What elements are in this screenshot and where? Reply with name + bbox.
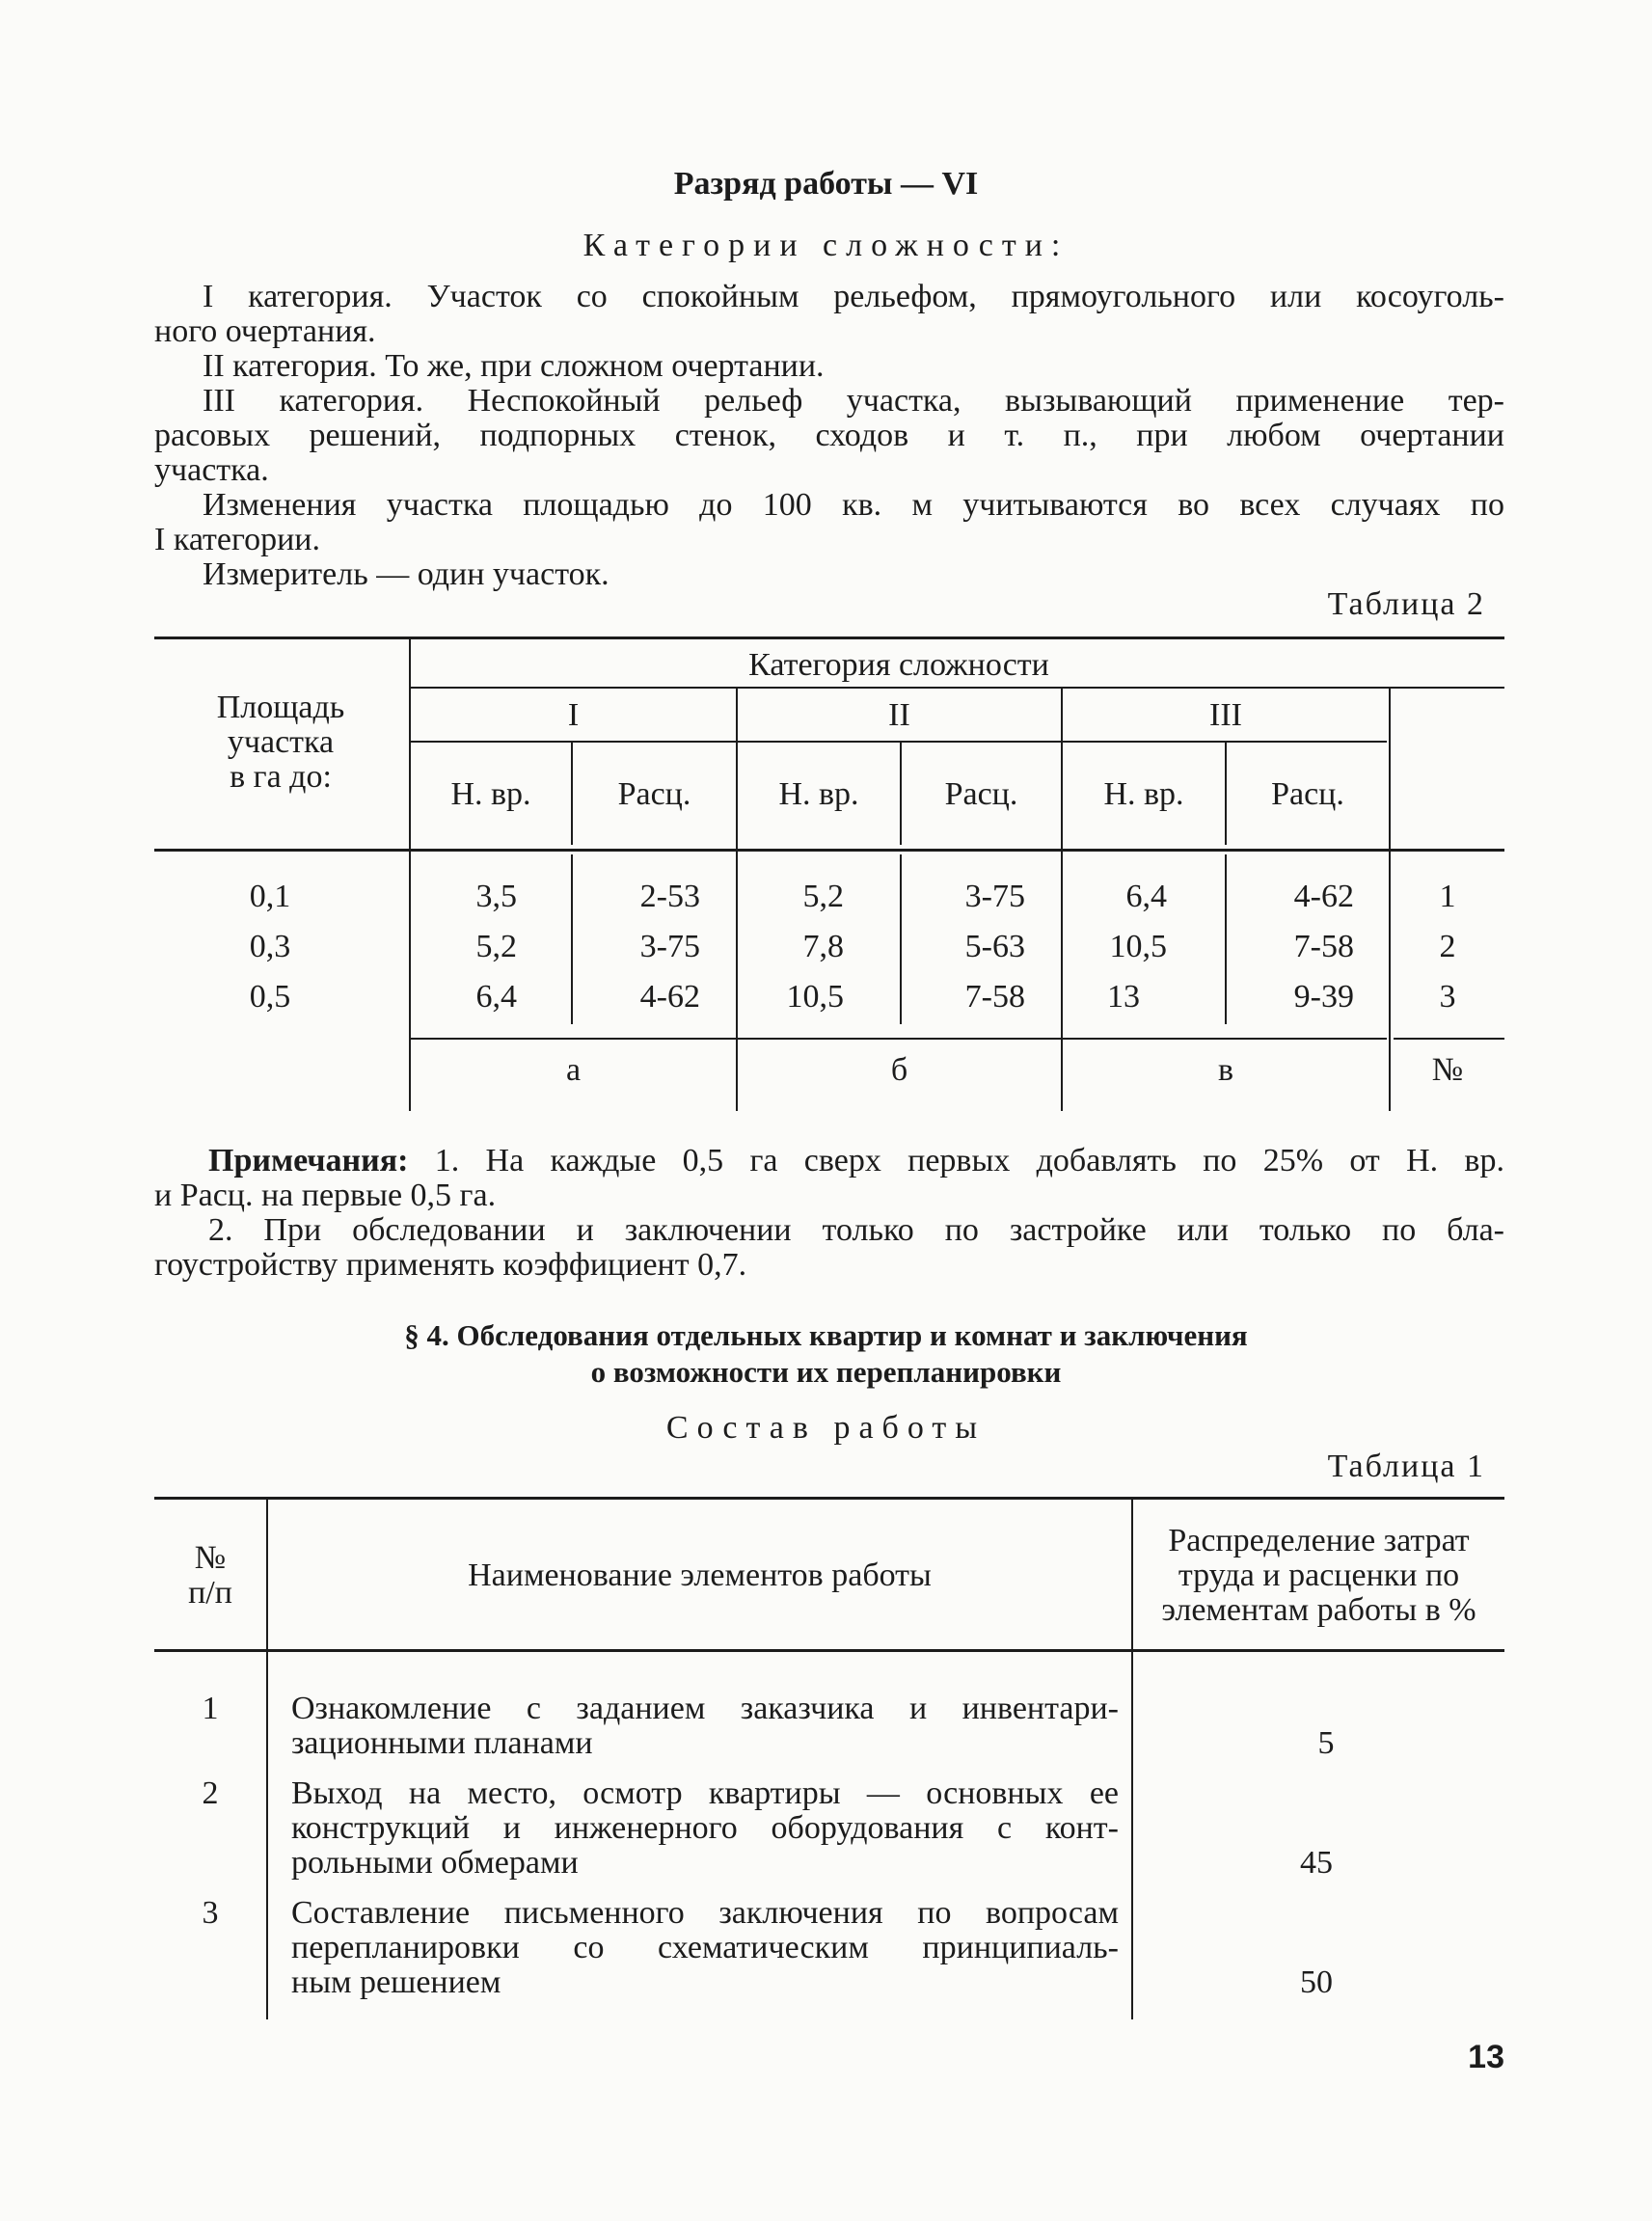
subheader-rasc-3: Расц.	[1271, 776, 1344, 812]
table1-label: Таблица 1	[1327, 1449, 1485, 1484]
area-header-line3: в га до:	[230, 759, 332, 795]
measurement-unit: Измеритель — один участок.	[203, 556, 609, 592]
table1-row3-no: 3	[202, 1895, 219, 1931]
table2-row3-c1: 6,4	[475, 979, 517, 1015]
table2-row3-area: 0,5	[249, 979, 291, 1015]
category-i: I	[567, 697, 580, 733]
area-header-line1: Площадь	[216, 690, 345, 725]
subheader-nvr-2: Н. вр.	[778, 776, 859, 812]
table2-label: Таблица 2	[1327, 586, 1485, 622]
header-no-line2: п/п	[188, 1575, 232, 1611]
table2-row1-c4: 3-75	[964, 879, 1025, 914]
category-3-line2: расовых решений, подпорных стенок, сходов и т. п., при любом очертании	[154, 418, 1504, 453]
table1-row3-text-line3: ным решением	[291, 1964, 501, 2000]
header-distribution-line1: Распределение затрат	[1168, 1523, 1470, 1558]
section4-title-line1: § 4. Обследования отдельных квартир и комнат и заключения	[404, 1318, 1248, 1352]
table2-row3-c5: 13	[1107, 979, 1140, 1015]
table1-row2-no: 2	[202, 1775, 219, 1811]
table2-row1-no: 1	[1439, 879, 1456, 914]
column-no-label: №	[1431, 1052, 1464, 1088]
subheader-nvr-3: Н. вр.	[1103, 776, 1184, 812]
table2-row2-c5: 10,5	[1109, 929, 1167, 964]
table2-row3-no: 3	[1439, 979, 1456, 1015]
column-letter-b: б	[890, 1052, 908, 1088]
header-element-name: Наименование элементов работы	[468, 1557, 932, 1593]
category-3-line1: III категория. Неспокойный рельеф участка, вызывающий применение тер-	[203, 383, 1504, 419]
table2-row1-c3: 5,2	[802, 879, 844, 914]
category-ii: II	[888, 697, 910, 733]
table2-row3-c3: 10,5	[786, 979, 844, 1015]
table1-row2-text-line2: конструкций и инженерного оборудования с конт-	[291, 1810, 1119, 1846]
categories-title: Категории сложности:	[582, 228, 1070, 263]
composition-title: Состав работы	[665, 1410, 987, 1446]
table2-row2-c6: 7-58	[1293, 929, 1354, 964]
table2-row2-c3: 7,8	[802, 929, 844, 964]
category-1-line2: ного очертания.	[154, 313, 376, 349]
table2-row3-c2: 4-62	[639, 979, 700, 1015]
table2-row3-c6: 9-39	[1293, 979, 1354, 1015]
table1-row1-text-line1: Ознакомление с заданием заказчика и инвентари-	[291, 1691, 1119, 1726]
table1-row1-text-line2: зационными планами	[291, 1725, 593, 1761]
subheader-nvr-1: Н. вр.	[450, 776, 531, 812]
subheader-rasc-2: Расц.	[944, 776, 1018, 812]
subheader-rasc-1: Расц.	[617, 776, 691, 812]
header-distribution-line2: труда и расценки по	[1178, 1557, 1460, 1593]
table2-row1-c6: 4-62	[1293, 879, 1354, 914]
area-change-line1: Изменения участка площадью до 100 кв. м учитываются во всех случаях по	[203, 487, 1504, 523]
note1-text: 1. На каждые 0,5 га сверх первых добавлять по 25% от Н. вр.	[434, 1143, 1504, 1178]
table2-row2-c2: 3-75	[639, 929, 700, 964]
table2-row1-area: 0,1	[249, 879, 291, 914]
table2-row2-no: 2	[1439, 929, 1456, 964]
header-distribution-line3: элементам работы в %	[1161, 1592, 1476, 1628]
table2-row2-c4: 5-63	[964, 929, 1025, 964]
category-iii: III	[1209, 697, 1242, 733]
table1-row1-no: 1	[202, 1691, 219, 1726]
category-3-line3: участка.	[154, 452, 269, 488]
table2-row1-c2: 2-53	[639, 879, 700, 914]
category-2: II категория. То же, при сложном очертании.	[203, 348, 825, 384]
area-header-line2: участка	[227, 724, 335, 760]
header-no-line1: №	[194, 1540, 227, 1576]
table1-row2-text-line1: Выход на место, осмотр квартиры — основных ее	[291, 1775, 1119, 1811]
category-1-line1: I категория. Участок со спокойным рельефом, прямоугольного или косоуголь-	[203, 279, 1504, 314]
column-letter-v: в	[1217, 1052, 1234, 1088]
table1-row3-percent: 50	[1300, 1964, 1333, 2000]
grade-title: Разряд работы — VI	[673, 166, 979, 202]
page-number: 13	[1468, 2039, 1504, 2075]
table2-row2-c1: 5,2	[475, 929, 517, 964]
table2-row1-c1: 3,5	[475, 879, 517, 914]
table2-row2-area: 0,3	[249, 929, 291, 964]
note2-line1: 2. При обследовании и заключении только по застройке или только по бла-	[208, 1212, 1504, 1248]
note1-line2: и Расц. на первые 0,5 га.	[154, 1178, 497, 1213]
note2-line2: гоустройству применять коэффициент 0,7.	[154, 1247, 747, 1283]
table2-row1-c5: 6,4	[1125, 879, 1167, 914]
category-header: Категория сложности	[748, 647, 1049, 683]
table1-row2-percent: 45	[1300, 1845, 1333, 1881]
notes-label: Примечания:	[208, 1143, 409, 1178]
section4-title-line2: о возможности их перепланировки	[590, 1355, 1062, 1389]
table1-row1-percent: 5	[1317, 1725, 1335, 1761]
table2-row3-c4: 7-58	[964, 979, 1025, 1015]
column-letter-a: а	[565, 1052, 582, 1088]
table1-row3-text-line1: Составление письменного заключения по вопросам	[291, 1895, 1119, 1931]
table1-row2-text-line3: рольными обмерами	[291, 1845, 579, 1881]
table1-row3-text-line2: перепланировки со схематическим принципиаль-	[291, 1930, 1119, 1965]
area-change-line2: I категории.	[154, 522, 320, 557]
